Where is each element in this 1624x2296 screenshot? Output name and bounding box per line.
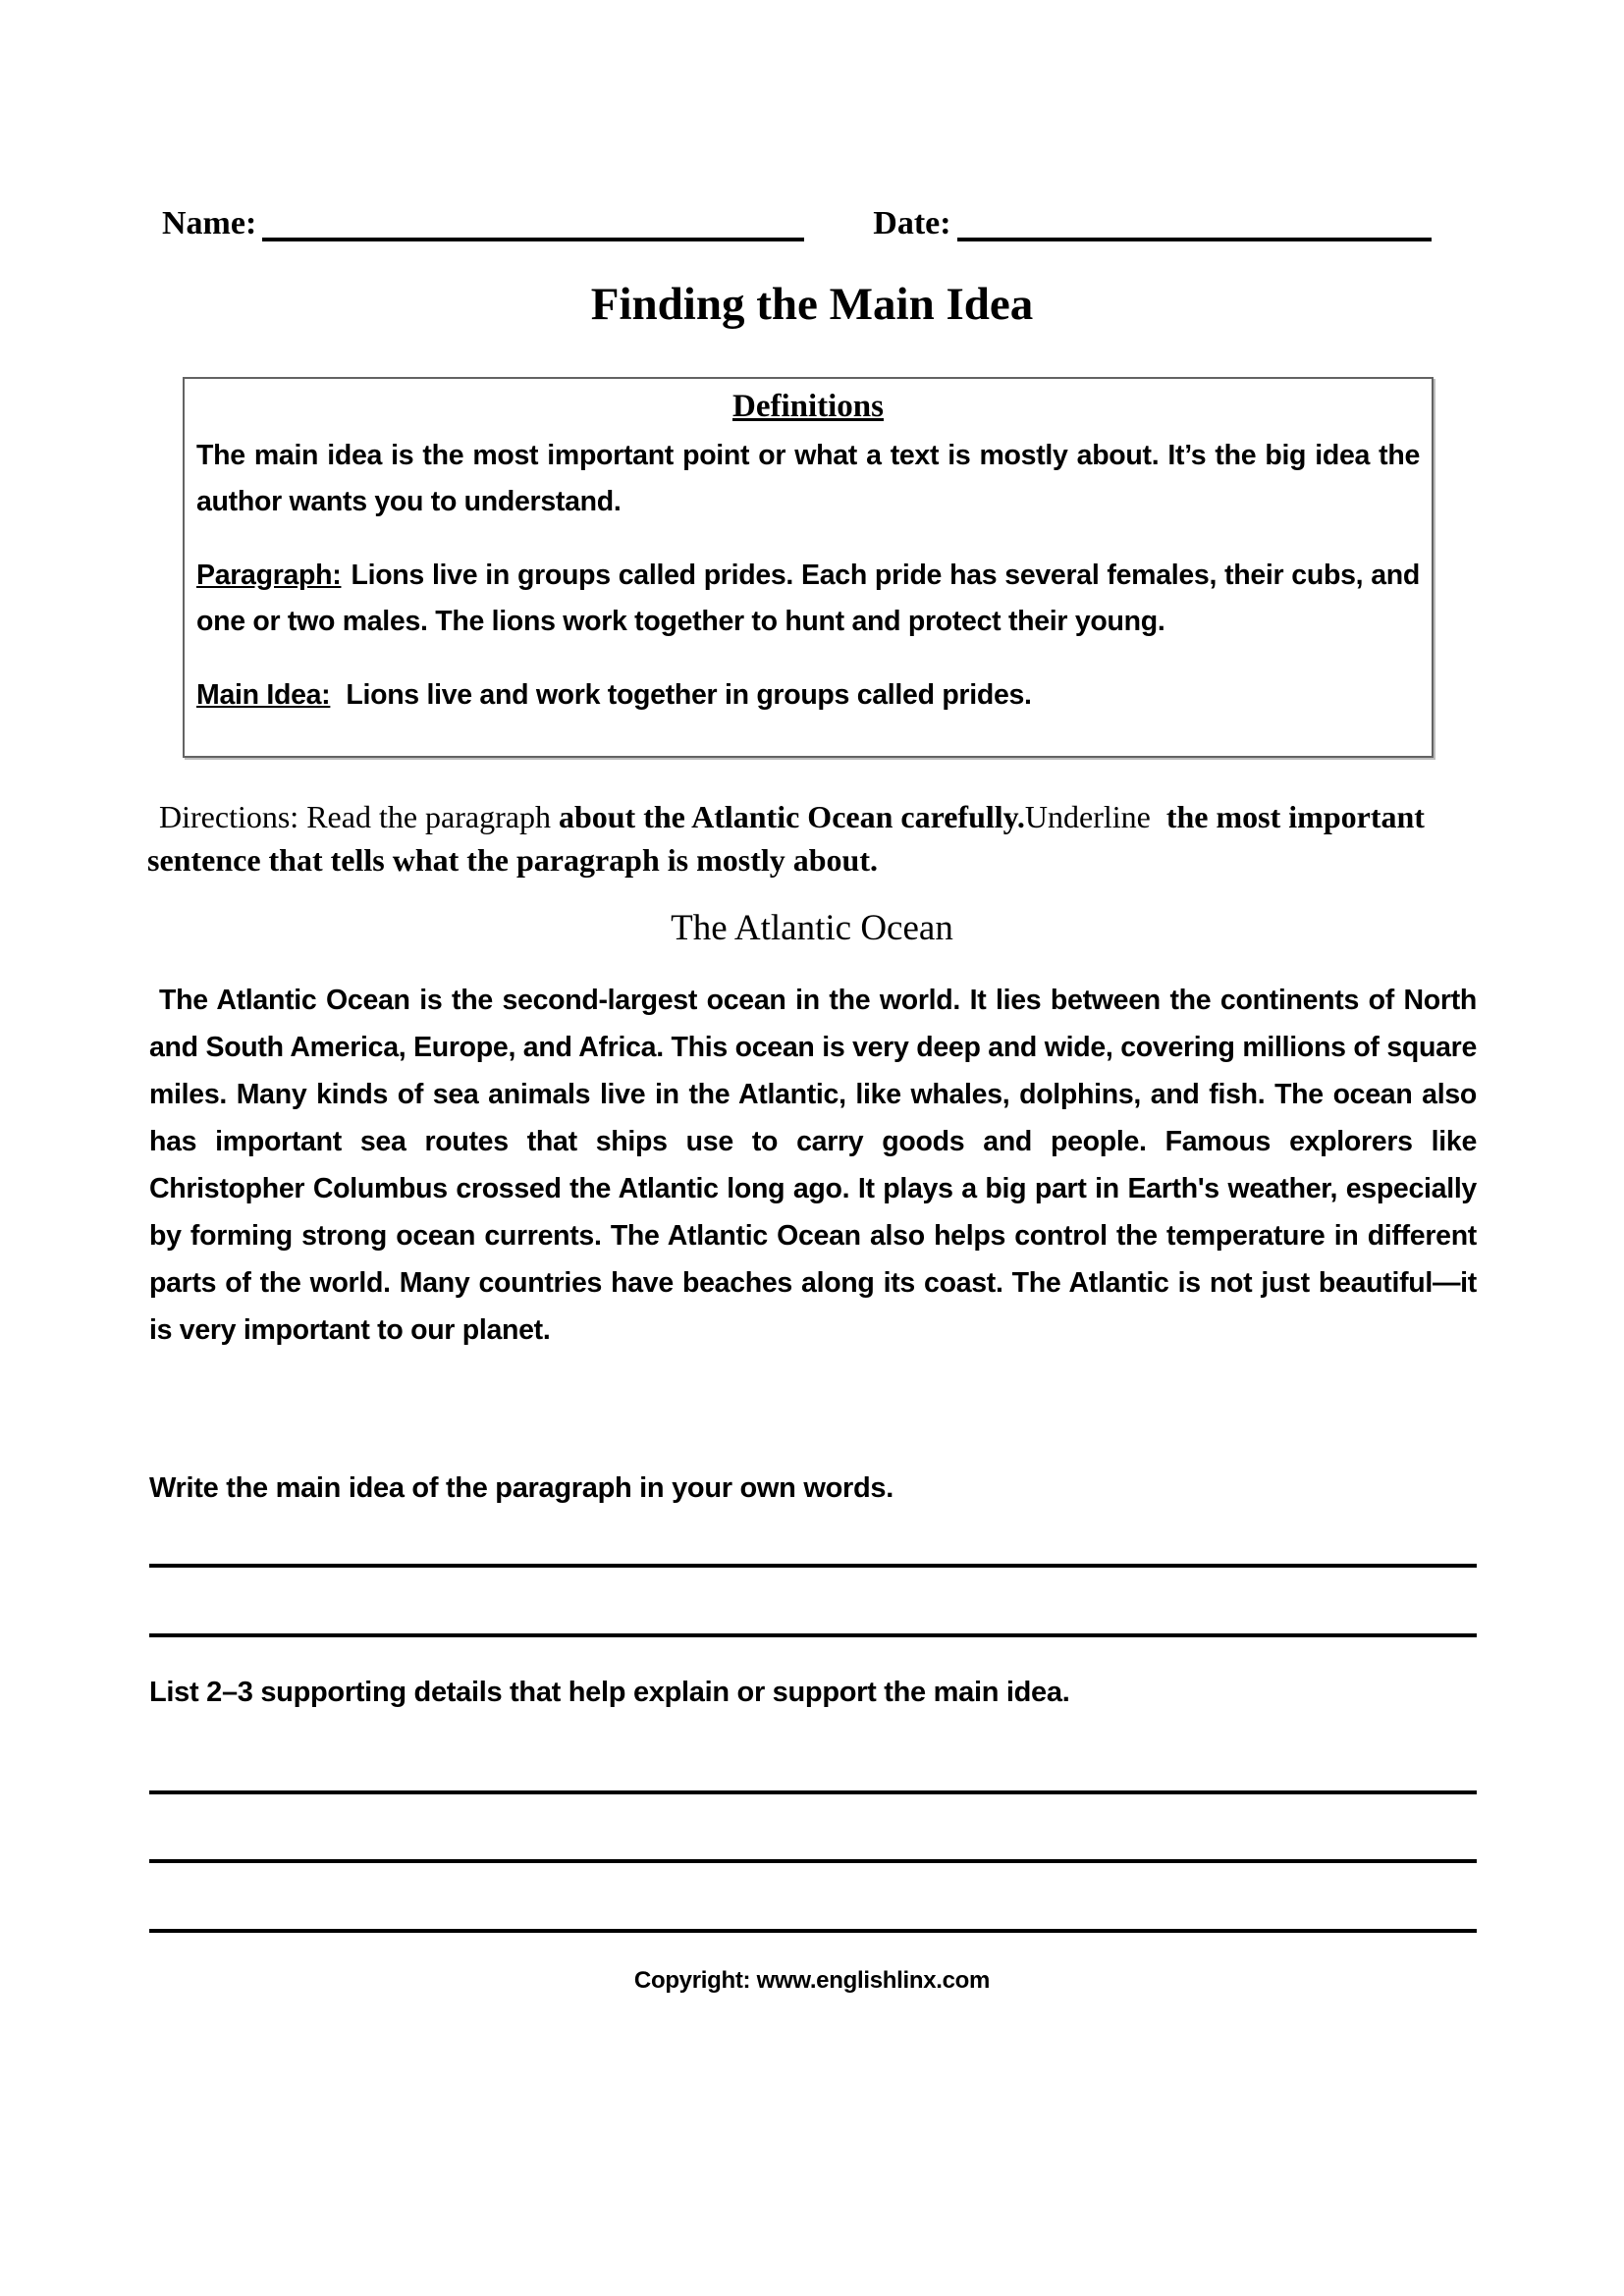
- supporting-details-answer-line-1[interactable]: [149, 1790, 1477, 1794]
- name-label: Name:: [162, 205, 257, 241]
- directions-prefix: Directions: Read the paragraph: [159, 799, 559, 834]
- definitions-heading: Definitions: [731, 389, 884, 424]
- example-paragraph-label: Paragraph:: [196, 560, 342, 591]
- passage-text: The Atlantic Ocean is the second-largest ocean in the world. It lies between the continents of North and South America, Europe, and Africa. This ocean is very deep and wide, covering millions of square miles. Many kinds of sea animals live in the Atlantic, like whales, dolphins, and fish. The ocean also has important sea routes that ships use to carry goods and people. Famous explorers like Christopher Columbus crossed the Atlantic long ago. It plays a big part in Earth's weather, especially by forming strong ocean currents. The Atlantic Ocean also helps control the temperature in different parts of the world. Many countries have beaches along its coast. The Atlantic is not just beautiful—it is very important to our planet.: [149, 985, 1477, 1346]
- directions-middle: Underline: [1024, 799, 1159, 834]
- passage-heading: The Atlantic Ocean: [671, 908, 953, 948]
- main-idea-answer-line-1[interactable]: [149, 1564, 1477, 1568]
- definition-text: The main idea is the most important point or what a text is mostly about. It’s the big idea the author wants you to understand.: [196, 440, 1420, 517]
- directions-bold-2: the most important sentence that tells what the paragraph is mostly about.: [147, 799, 1425, 878]
- supporting-details-answer-line-2[interactable]: [149, 1859, 1477, 1863]
- directions-text: [147, 795, 1485, 881]
- definitions-box: [183, 377, 1434, 758]
- date-label: Date:: [873, 205, 951, 241]
- supporting-details-answer-line-3[interactable]: [149, 1929, 1477, 1933]
- example-main-idea-text: Lions live and work together in groups called prides.: [346, 679, 1032, 711]
- name-field-line[interactable]: [262, 200, 804, 241]
- example-main-idea: [196, 672, 1420, 719]
- main-idea-answer-line-2[interactable]: [149, 1633, 1477, 1637]
- date-field-line[interactable]: [957, 200, 1432, 241]
- example-paragraph: [196, 553, 1420, 645]
- example-paragraph-text: Lions live in groups called prides. Each pride has several females, their cubs, and one or two males. The lions work together to hunt and protect their young.: [196, 560, 1420, 637]
- page-title: Finding the Main Idea: [590, 279, 1034, 330]
- name-date-row: [162, 200, 1432, 243]
- example-main-idea-label: Main Idea:: [196, 679, 331, 711]
- directions-bold-1: about the Atlantic Ocean carefully.: [558, 799, 1025, 834]
- copyright-text: Copyright: www.englishlinx.com: [633, 1967, 991, 1994]
- main-idea-prompt: Write the main idea of the paragraph in your own words.: [149, 1472, 894, 1504]
- supporting-details-prompt: List 2–3 supporting details that help explain or support the main idea.: [149, 1677, 1070, 1708]
